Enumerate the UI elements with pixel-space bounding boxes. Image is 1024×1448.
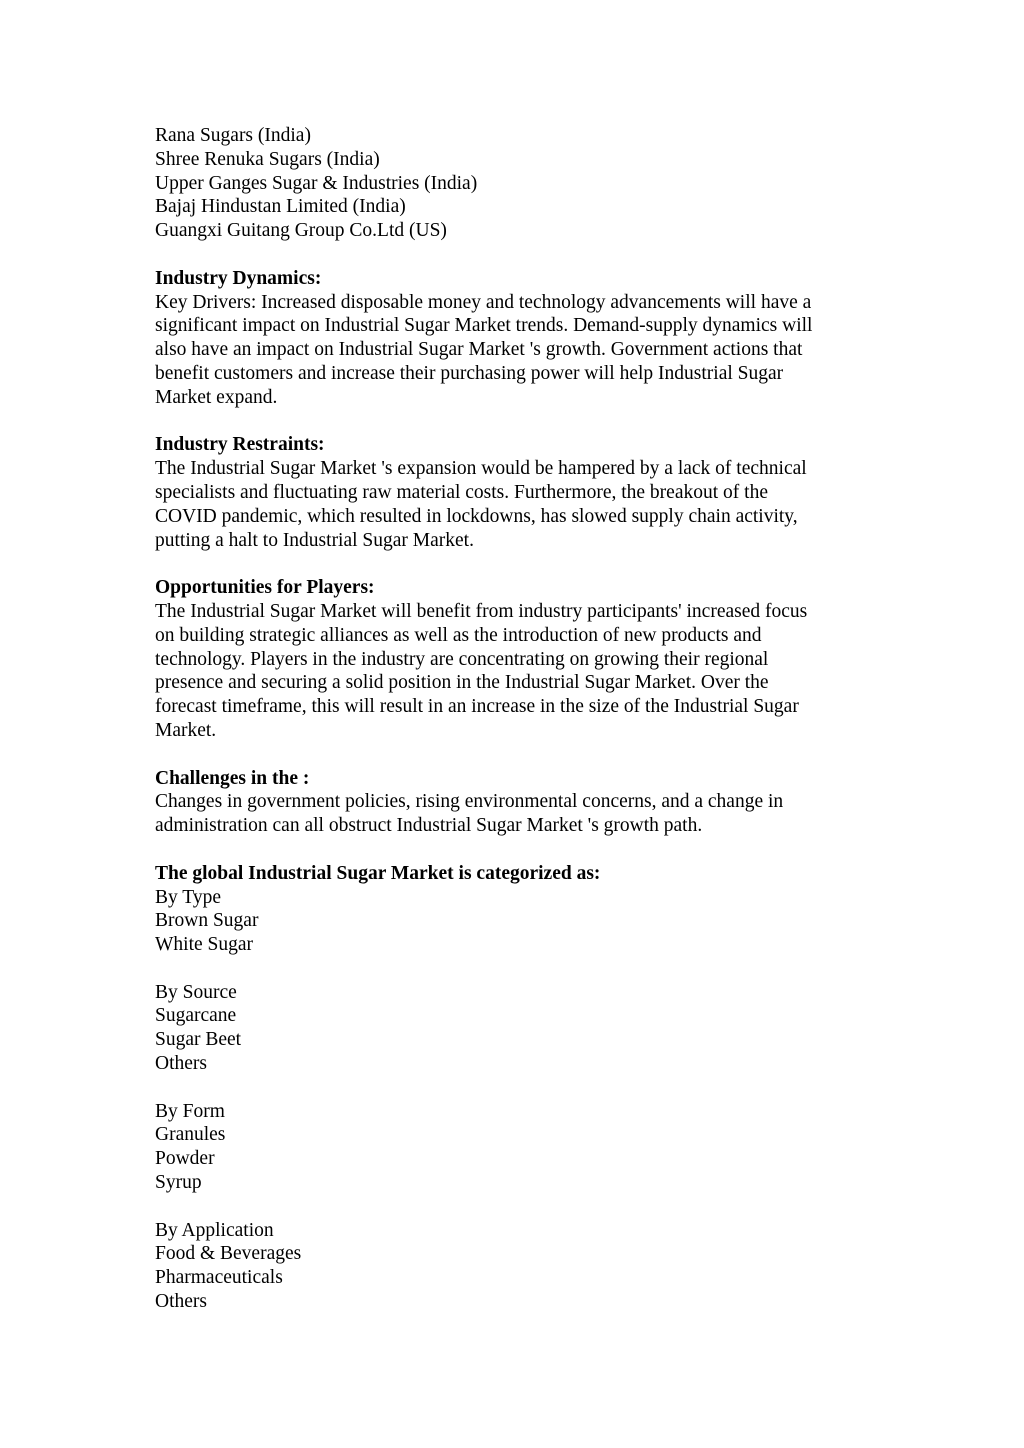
section-text-line: Changes in government policies, rising environmental concerns, and a change in bbox=[155, 791, 784, 813]
paragraph-gap bbox=[155, 957, 870, 981]
company-item: Shree Renuka Sugars (India) bbox=[155, 148, 380, 170]
category-item: Food & Beverages bbox=[155, 1243, 302, 1265]
section-text-line: also have an impact on Industrial Sugar Market 's growth. Government actions that bbox=[155, 339, 803, 361]
section-heading: Opportunities for Players: bbox=[155, 577, 375, 599]
section-text-line: benefit customers and increase their purchasing power will help Industrial Sugar bbox=[155, 362, 784, 384]
company-item: Guangxi Guitang Group Co.Ltd (US) bbox=[155, 220, 447, 242]
section-text-line: Market expand. bbox=[155, 386, 278, 408]
company-item: Rana Sugars (India) bbox=[155, 125, 311, 146]
company-list bbox=[155, 124, 870, 243]
company-item: Bajaj Hindustan Limited (India) bbox=[155, 196, 406, 218]
category-item: Powder bbox=[155, 1148, 215, 1170]
category-item: Others bbox=[155, 1291, 207, 1313]
section-opportunities bbox=[155, 576, 870, 743]
section-text-line: presence and securing a solid position in the Industrial Sugar Market. Over the bbox=[155, 672, 769, 694]
categorization-by-form bbox=[155, 1100, 870, 1195]
section-text-line: The Industrial Sugar Market will benefit from industry participants' increased focus bbox=[155, 600, 808, 622]
section-text-line: Key Drivers: Increased disposable money and technology advancements will have a bbox=[155, 291, 812, 313]
categorization-by-type bbox=[155, 862, 870, 957]
paragraph-gap bbox=[155, 552, 870, 576]
category-group-title: By Type bbox=[155, 886, 221, 908]
paragraph-gap bbox=[155, 838, 870, 862]
category-item: Others bbox=[155, 1053, 207, 1075]
paragraph-gap bbox=[155, 410, 870, 434]
category-item: Pharmaceuticals bbox=[155, 1267, 283, 1289]
section-text-line: Market. bbox=[155, 719, 217, 741]
category-group-title: By Application bbox=[155, 1219, 274, 1241]
section-text-line: on building strategic alliances as well as the introduction of new products and bbox=[155, 624, 762, 646]
categorization-by-source bbox=[155, 981, 870, 1076]
category-item: Sugar Beet bbox=[155, 1029, 242, 1051]
section-text-line: administration can all obstruct Industrial Sugar Market 's growth path. bbox=[155, 815, 703, 837]
paragraph-gap bbox=[155, 1076, 870, 1100]
paragraph-gap bbox=[155, 743, 870, 767]
section-text-line: putting a halt to Industrial Sugar Market. bbox=[155, 529, 474, 551]
company-item: Upper Ganges Sugar & Industries (India) bbox=[155, 172, 478, 194]
section-text-line: specialists and fluctuating raw material costs. Furthermore, the breakout of the bbox=[155, 481, 768, 503]
category-item: Brown Sugar bbox=[155, 910, 259, 932]
categorization-by-application bbox=[155, 1219, 870, 1314]
section-heading: Industry Dynamics: bbox=[155, 267, 322, 289]
paragraph-gap bbox=[155, 243, 870, 267]
document-body bbox=[155, 124, 870, 1314]
section-text-line: technology. Players in the industry are concentrating on growing their regional bbox=[155, 648, 769, 670]
section-text-line: The Industrial Sugar Market 's expansion would be hampered by a lack of technical bbox=[155, 458, 807, 480]
category-item: White Sugar bbox=[155, 934, 254, 956]
paragraph-gap bbox=[155, 1195, 870, 1219]
category-item: Syrup bbox=[155, 1172, 202, 1194]
section-challenges bbox=[155, 767, 870, 838]
categorization-heading: The global Industrial Sugar Market is categorized as: bbox=[155, 862, 601, 884]
section-heading: Industry Restraints: bbox=[155, 434, 325, 456]
section-text-line: forecast timeframe, this will result in an increase in the size of the Industrial Sugar bbox=[155, 696, 799, 718]
section-industry-restraints bbox=[155, 433, 870, 552]
section-text-line: COVID pandemic, which resulted in lockdowns, has slowed supply chain activity, bbox=[155, 505, 798, 527]
category-group-title: By Source bbox=[155, 981, 237, 1003]
category-item: Sugarcane bbox=[155, 1005, 237, 1027]
section-text-line: significant impact on Industrial Sugar Market trends. Demand-supply dynamics will bbox=[155, 315, 813, 337]
category-group-title: By Form bbox=[155, 1100, 225, 1122]
category-item: Granules bbox=[155, 1124, 226, 1146]
section-industry-dynamics bbox=[155, 267, 870, 410]
section-heading: Challenges in the : bbox=[155, 767, 310, 789]
